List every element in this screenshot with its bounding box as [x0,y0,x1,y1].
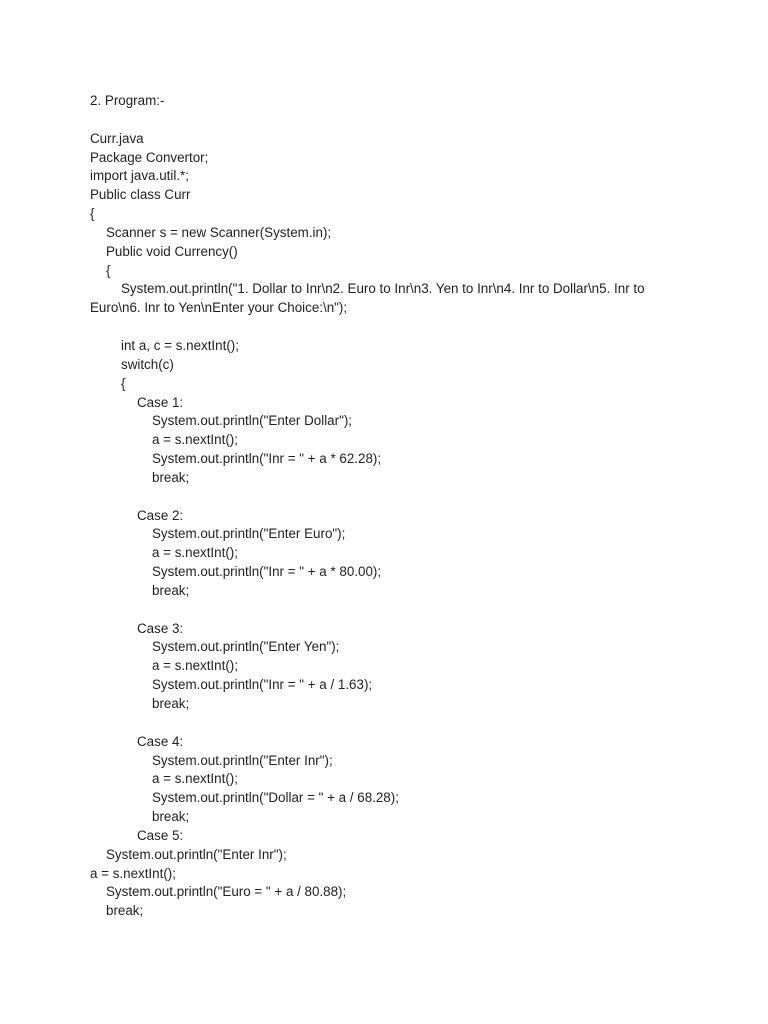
case-5-break: break; [106,903,144,919]
case-3-read: a = s.nextInt(); [152,658,238,674]
case-4-label: Case 4: [137,733,184,749]
method-declaration: Public void Currency() [106,243,238,259]
case-2-output: System.out.println("Inr = " + a * 80.00); [152,564,382,580]
case-4-read: a = s.nextInt(); [152,771,238,787]
case-5-read: a = s.nextInt(); [90,865,176,881]
class-open-brace: { [90,206,95,222]
section-heading: 2. Program:- [90,93,165,108]
case-2-break: break; [152,582,190,598]
blank-line [90,488,690,507]
blank-line [90,601,690,620]
scanner-declaration: Scanner s = new Scanner(System.in); [106,224,332,240]
case-4-prompt: System.out.println("Enter Inr"); [152,752,333,768]
method-open-brace: { [106,262,111,278]
case-1-label: Case 1: [137,394,184,410]
case-5-label: Case 5: [137,827,184,843]
case-3-label: Case 3: [137,620,184,636]
case-1-read: a = s.nextInt(); [152,432,238,448]
case-2-prompt: System.out.println("Enter Euro"); [152,526,346,542]
case-1-break: break; [152,469,190,485]
case-5-prompt: System.out.println("Enter Inr"); [106,846,287,862]
case-3-prompt: System.out.println("Enter Yen"); [152,639,340,655]
blank-line [90,111,690,130]
case-5-output: System.out.println("Euro = " + a / 80.88); [106,884,347,900]
document-body [90,92,690,921]
case-1-output: System.out.println("Inr = " + a * 62.28); [152,451,382,467]
case-4-break: break; [152,809,190,825]
blank-line [90,714,690,733]
package-line: Package Convertor; [90,149,209,165]
case-2-read: a = s.nextInt(); [152,545,238,561]
case-4-output: System.out.println("Dollar = " + a / 68.28); [152,790,399,806]
case-2-label: Case 2: [137,507,184,523]
switch-statement: switch(c) [121,356,174,372]
blank-line [90,318,690,337]
file-name: Curr.java [90,130,144,146]
switch-open-brace: { [121,375,126,391]
case-3-break: break; [152,696,190,711]
variable-declaration: int a, c = s.nextInt(); [121,337,239,353]
case-1-prompt: System.out.println("Enter Dollar"); [152,413,353,429]
class-declaration: Public class Curr [90,187,191,203]
menu-print-statement: System.out.println("1. Dollar to Inr\n2. Euro to Inr\n3. Yen to Inr\n4. Inr to Dollar\n5. Inr to Euro\n6. Inr to Yen\nEnter your Choice:\n"); [90,281,645,316]
case-3-output: System.out.println("Inr = " + a / 1.63); [152,677,373,693]
import-line: import java.util.*; [90,168,189,184]
